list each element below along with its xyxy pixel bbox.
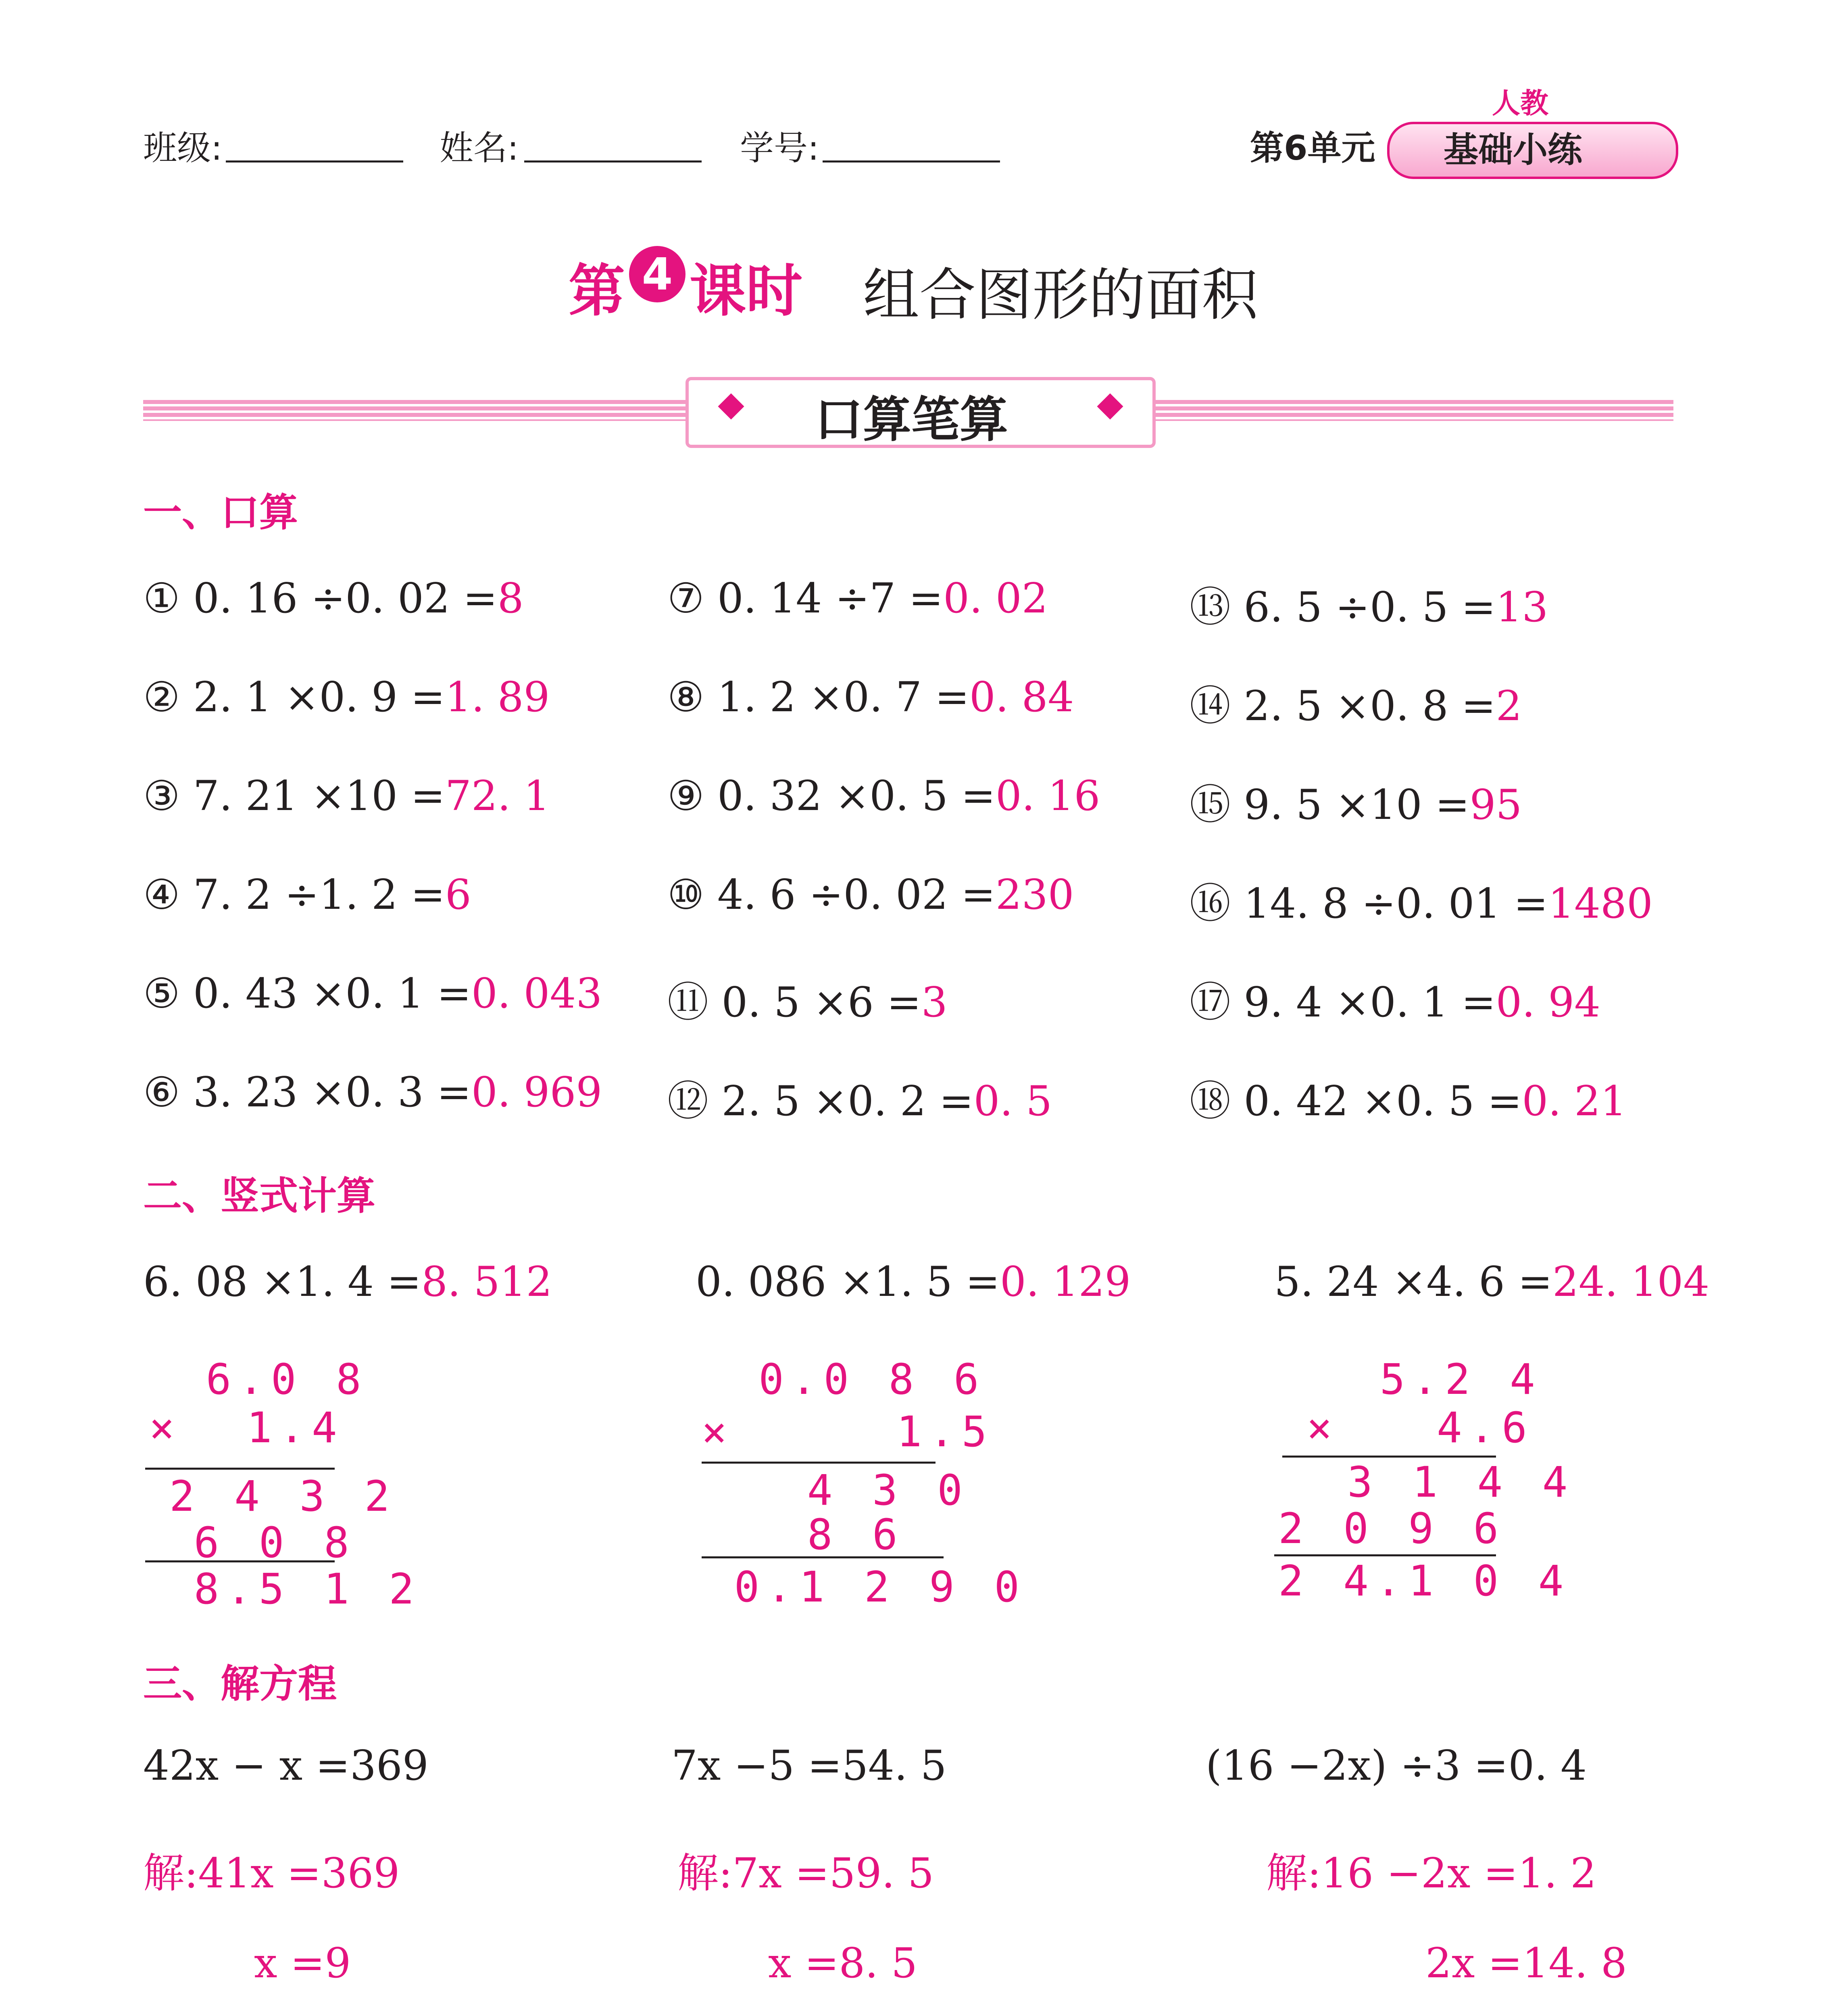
name-blank[interactable] xyxy=(524,160,702,162)
mental-item: ① 0. 16 ÷0. 02 =8 xyxy=(143,575,524,623)
lesson-label xyxy=(569,246,802,327)
mental-item: ⑤ 0. 43 ×0. 1 =0. 043 xyxy=(143,970,602,1018)
section-title-equations: 三、解方程 xyxy=(143,1661,337,1706)
mental-item: ⑮ 9. 5 ×10 =95 xyxy=(1190,781,1522,829)
class-blank[interactable] xyxy=(226,160,403,162)
unit-label: 第6单元 xyxy=(1250,128,1375,168)
mental-item: ② 2. 1 ×0. 9 =1. 89 xyxy=(143,673,550,721)
mental-item: ⑪ 0. 5 ×6 =3 xyxy=(667,979,948,1027)
mental-item: ⑦ 0. 14 ÷7 =0. 02 xyxy=(667,575,1048,623)
mental-item: ⑱ 0. 42 ×0. 5 =0. 21 xyxy=(1190,1077,1627,1125)
vertical-rule xyxy=(702,1556,944,1558)
vertical-work-line: × 1.4 xyxy=(149,1403,344,1452)
class-label: 班级: xyxy=(143,128,223,168)
vertical-work-line: 2 4.1 0 4 xyxy=(1278,1556,1571,1606)
equation-question: (16 −2x) ÷3 =0. 4 xyxy=(1206,1742,1587,1790)
banner-band-right xyxy=(1149,400,1673,421)
section-title-mental: 一、口算 xyxy=(143,490,298,535)
equation-step: x =8. 5 xyxy=(768,1939,918,1987)
vertical-work-line: 4 3 0 xyxy=(710,1466,970,1515)
vertical-work-line: 8.5 1 2 xyxy=(161,1564,421,1614)
lesson-prefix: 第 xyxy=(569,258,625,324)
equation-step: 2x =14. 8 xyxy=(1425,1939,1627,1987)
vertical-rule xyxy=(145,1560,335,1562)
vertical-work-line: 0.0 8 6 xyxy=(694,1355,986,1404)
vertical-work-line: 2 0 9 6 xyxy=(1278,1504,1506,1553)
equation-step: 解:16 −2x =1. 2 xyxy=(1266,1849,1596,1897)
name-label: 姓名: xyxy=(440,128,519,168)
equation-question: 42x − x =369 xyxy=(143,1742,429,1790)
mental-item: ⑭ 2. 5 ×0. 8 =2 xyxy=(1190,682,1522,730)
lesson-number-badge: 4 xyxy=(629,246,685,302)
mental-item: ④ 7. 2 ÷1. 2 =6 xyxy=(143,871,471,919)
vertical-rule xyxy=(702,1462,936,1464)
banner-title: 口算笔算 xyxy=(815,392,1008,448)
vertical-question: 5. 24 ×4. 6 =24. 104 xyxy=(1274,1258,1710,1306)
vertical-work-line: × 4.6 xyxy=(1274,1403,1534,1452)
brand-main: 基础小练 xyxy=(1444,130,1582,170)
vertical-question: 6. 08 ×1. 4 =8. 512 xyxy=(143,1258,552,1306)
equation-question: 7x −5 =54. 5 xyxy=(671,1742,947,1790)
mental-item: ⑯ 14. 8 ÷0. 01 =1480 xyxy=(1190,880,1653,928)
lesson-suffix: 课时 xyxy=(690,258,803,324)
equation-step: x =9 xyxy=(254,1939,351,1987)
mental-item: ③ 7. 21 ×10 =72. 1 xyxy=(143,772,550,820)
equation-step: 解:41x =369 xyxy=(143,1849,400,1897)
vertical-work-line: 8 6 xyxy=(710,1510,905,1559)
student-id-label: 学号: xyxy=(740,128,819,168)
mental-item: ⑰ 9. 4 ×0. 1 =0. 94 xyxy=(1190,979,1601,1027)
brand-sub: 人教 xyxy=(1492,87,1548,120)
vertical-work-line: 2 4 3 2 xyxy=(169,1472,397,1521)
section-title-vertical: 二、竖式计算 xyxy=(143,1173,375,1218)
vertical-question: 0. 086 ×1. 5 =0. 129 xyxy=(696,1258,1131,1306)
vertical-work-line: 5.2 4 xyxy=(1282,1355,1542,1404)
vertical-work-line: 0.1 2 9 0 xyxy=(702,1562,1027,1612)
equation-step: 解:7x =59. 5 xyxy=(677,1849,934,1897)
vertical-work-line: 3 1 4 4 xyxy=(1282,1458,1575,1507)
mental-item: ⑬ 6. 5 ÷0. 5 =13 xyxy=(1190,583,1548,631)
vertical-work-line: × 1.5 xyxy=(702,1407,994,1456)
vertical-rule xyxy=(145,1468,335,1470)
student-id-blank[interactable] xyxy=(823,160,1000,162)
vertical-work-line: 6 0 8 xyxy=(161,1518,356,1567)
mental-item: ⑩ 4. 6 ÷0. 02 =230 xyxy=(667,871,1074,919)
mental-item: ⑧ 1. 2 ×0. 7 =0. 84 xyxy=(667,673,1074,721)
page-title: 组合图形的面积 xyxy=(863,262,1258,328)
banner-band-left xyxy=(143,400,685,421)
mental-item: ⑥ 3. 23 ×0. 3 =0. 969 xyxy=(143,1068,602,1116)
mental-item: ⑫ 2. 5 ×0. 2 =0. 5 xyxy=(667,1077,1052,1125)
vertical-work-line: 6.0 8 xyxy=(173,1355,369,1404)
mental-item: ⑨ 0. 32 ×0. 5 =0. 16 xyxy=(667,772,1100,820)
